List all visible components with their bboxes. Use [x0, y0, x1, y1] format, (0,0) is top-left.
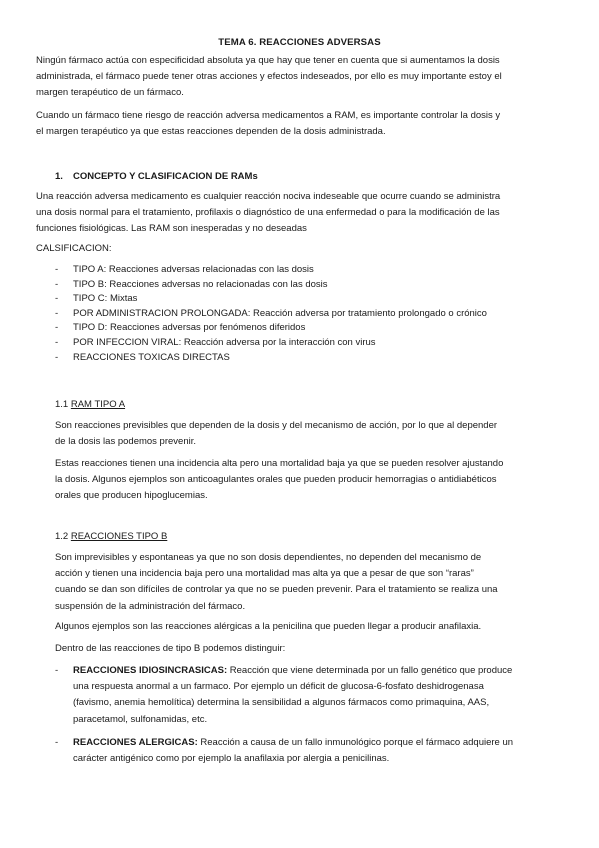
text-line: carácter antigénico como por ejemplo la anafilaxia por alergia a penicilinas. [73, 753, 390, 765]
text-line: Dentro de las reacciones de tipo B podemos distinguir: [55, 643, 286, 654]
text-line: Estas reacciones tienen una incidencia alta pero una mortalidad baja ya que se pueden resolver ajustando [55, 458, 504, 469]
list-item: - TIPO B: Reacciones adversas no relacionadas con las dosis [55, 278, 328, 290]
text-line: la dosis. Algunos ejemplos son anticoagulantes orales que pueden producir hemorragias o antidiabéticos [55, 474, 497, 486]
item-term: REACCIONES ALERGICAS: [73, 737, 198, 748]
section-1-1-heading [55, 399, 125, 410]
classification-list [55, 263, 487, 365]
section-title: CONCEPTO Y CLASIFICACION DE RAMs [73, 171, 258, 182]
text-line: margen terapéutico de un fármaco. [36, 87, 184, 99]
text-line: REACCIONES IDIOSINCRASICAS: Reacción que viene determinada por un fallo genético que produce [73, 665, 513, 676]
text-line: paracetamol, sulfonamidas, etc. [73, 713, 208, 725]
classification-label: CALSIFICACION: [36, 243, 112, 254]
type-b-paragraph-3 [55, 641, 565, 657]
type-a-paragraph-2 [55, 456, 565, 505]
list-item: - TIPO C: Mixtas [55, 293, 138, 305]
text-line: Cuando un fármaco tiene riesgo de reacción adversa medicamentos a RAM, es importante controlar la dosis y [36, 110, 501, 121]
section-1-2-heading [55, 531, 167, 542]
list-item: - REACCIONES TOXICAS DIRECTAS [55, 351, 230, 363]
text-line: Son reacciones previsibles que dependen de la dosis y del mecanismo de acción, por lo que al depender [55, 420, 498, 431]
intro-paragraph-1 [36, 53, 566, 102]
text-line: una dosis normal para el tratamiento, profilaxis o diagnóstico de una enfermedad o para la modificación de las [36, 207, 500, 219]
text-line: de la dosis las podemos prevenir. [55, 436, 196, 448]
section-title: RAM TIPO A [70, 399, 126, 410]
text-line: Ningún fármaco actúa con especificidad absoluta ya que hay que tener en cuenta que si aumentamos la dosis [36, 55, 500, 66]
type-b-paragraph-2 [55, 619, 565, 635]
section-1-heading [55, 171, 258, 182]
text-line: una respuesta anormal a un farmaco. Por ejemplo un déficit de glucosa-6-fosfato deshidrogenasa [73, 681, 484, 693]
list-item: - POR INFECCION VIRAL: Reacción adversa por la interacción con virus [55, 336, 376, 348]
section-title: REACCIONES TIPO B [70, 531, 168, 542]
text-line: funciones fisiológicas. Las RAM son inesperadas y no deseadas [36, 223, 307, 235]
text-line: suspensión de la administración del fármaco. [55, 600, 246, 612]
text-line: Algunos ejemplos son las reacciones alérgicas a la penicilina que pueden llegar a producir anafilaxia. [55, 621, 482, 632]
list-item: - TIPO A: Reacciones adversas relacionadas con las dosis [55, 264, 314, 275]
section-number: 1.2 [55, 531, 69, 542]
bullet-dash: - [55, 665, 59, 676]
text-line: cuando se dan son difíciles de controlar ya que no se pueden prevenir. Para el tratamiento se realiza una [55, 584, 498, 596]
section-number: 1. [55, 171, 63, 182]
text-line: Una reacción adversa medicamento es cualquier reacción nociva indeseable que ocurre cuando se administra [36, 191, 501, 202]
type-b-paragraph-1 [55, 550, 565, 615]
text-line: Son imprevisibles y espontaneas ya que no son dosis dependientes, no dependen del mecanismo de [55, 552, 482, 563]
definition-paragraph [36, 189, 566, 238]
text-line: REACCIONES ALERGICAS: Reacción a causa de un fallo inmunológico porque el fármaco adquiere un [73, 737, 514, 748]
list-item: - POR ADMINISTRACION PROLONGADA: Reacción adversa por tratamiento prolongado o crónico [55, 307, 487, 319]
document-title: TEMA 6. REACCIONES ADVERSAS [218, 37, 381, 48]
bullet-dash: - [55, 737, 59, 748]
section-number: 1.1 [55, 399, 69, 410]
text-line: administrada, el fármaco puede tener otras acciones y efectos indeseados, por ello es muy importante estoy el [36, 71, 502, 83]
text-line: (favismo, anemia hemolítica) determina la sensibilidad a algunos fármacos como primaquina, AAS, [73, 697, 490, 709]
text-line: acción y tienen una incidencia baja pero una mortalidad mas alta ya que a pesar de que son “raras” [55, 568, 474, 580]
intro-paragraph-2 [36, 108, 566, 140]
text-line: orales que producen hipoglucemias. [55, 490, 208, 502]
item-term: REACCIONES IDIOSINCRASICAS: [73, 665, 228, 676]
list-item: - TIPO D: Reacciones adversas por fenómenos diferidos [55, 322, 306, 334]
text-line: el margen terapéutico ya que estas reacciones dependen de la dosis administrada. [36, 126, 386, 138]
type-a-paragraph-1 [55, 418, 565, 450]
